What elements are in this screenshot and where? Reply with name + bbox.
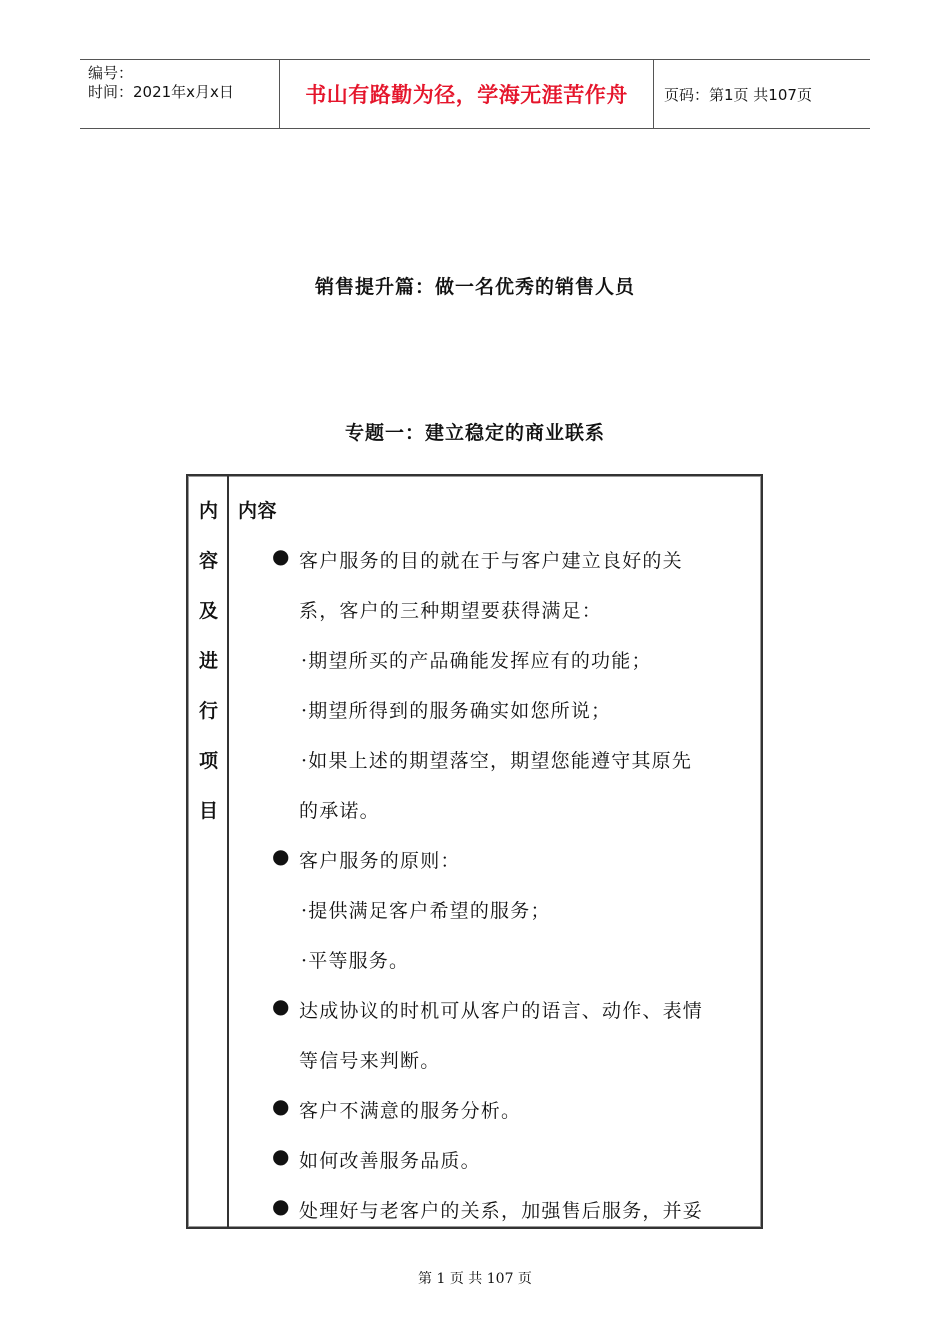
date-label: 时间：2021年x月x日 bbox=[88, 83, 234, 101]
content-line: 的承诺。 bbox=[299, 800, 380, 822]
bullet-icon: ● bbox=[272, 1094, 290, 1118]
section-title: 专题一：建立稳定的商业联系 bbox=[344, 422, 605, 444]
page-header bbox=[80, 59, 870, 129]
side-label-char: 项 bbox=[198, 750, 218, 772]
content-line: ·期望所得到的服务确实如您所说； bbox=[301, 700, 612, 722]
content-line: 系，客户的三种期望要获得满足： bbox=[299, 600, 603, 622]
content-line: 客户服务的原则： bbox=[299, 850, 461, 872]
content-cell bbox=[229, 476, 761, 1227]
content-line: ·期望所买的产品确能发挥应有的功能； bbox=[301, 650, 652, 672]
side-label-char: 内 bbox=[198, 500, 218, 522]
side-label-char: 目 bbox=[198, 800, 218, 822]
content-line: 处理好与老客户的关系，加强售后服务，并妥 bbox=[299, 1200, 704, 1222]
content-line: 达成协议的时机可从客户的语言、动作、表情 bbox=[299, 1000, 704, 1022]
bullet-icon: ● bbox=[272, 994, 290, 1018]
side-label-column bbox=[188, 476, 229, 1227]
document-title: 销售提升篇：做一名优秀的销售人员 bbox=[314, 276, 635, 298]
side-label-char: 容 bbox=[198, 550, 218, 572]
content-line: 客户不满意的服务分析。 bbox=[299, 1100, 522, 1122]
content-line: 如何改善服务品质。 bbox=[299, 1150, 481, 1172]
content-line: 客户服务的目的就在于与客户建立良好的关 bbox=[299, 550, 683, 572]
header-meta bbox=[80, 60, 280, 128]
side-label-char: 及 bbox=[198, 600, 218, 622]
content-line: ·提供满足客户希望的服务； bbox=[301, 900, 551, 922]
bullet-icon: ● bbox=[272, 544, 290, 568]
content-line: 等信号来判断。 bbox=[299, 1050, 441, 1072]
side-label-char: 行 bbox=[198, 700, 218, 722]
motto-text: 书山有路勤为径，学海无涯苦作舟 bbox=[305, 83, 628, 107]
bullet-icon: ● bbox=[272, 1194, 290, 1218]
header-motto-cell bbox=[280, 60, 654, 128]
number-label: 编号： bbox=[88, 64, 134, 82]
side-label-char: 进 bbox=[198, 650, 218, 672]
content-line: ·平等服务。 bbox=[301, 950, 410, 972]
page-footer: 第 1 页 共 107 页 bbox=[418, 1271, 532, 1287]
bullet-icon: ● bbox=[272, 1144, 290, 1168]
content-table bbox=[186, 474, 763, 1229]
bullet-icon: ● bbox=[272, 844, 290, 868]
header-page-info: 页码：第1页 共107页 bbox=[664, 85, 812, 104]
content-line: ·如果上述的期望落空，期望您能遵守其原先 bbox=[301, 750, 693, 772]
content-heading: 内容 bbox=[238, 500, 278, 522]
